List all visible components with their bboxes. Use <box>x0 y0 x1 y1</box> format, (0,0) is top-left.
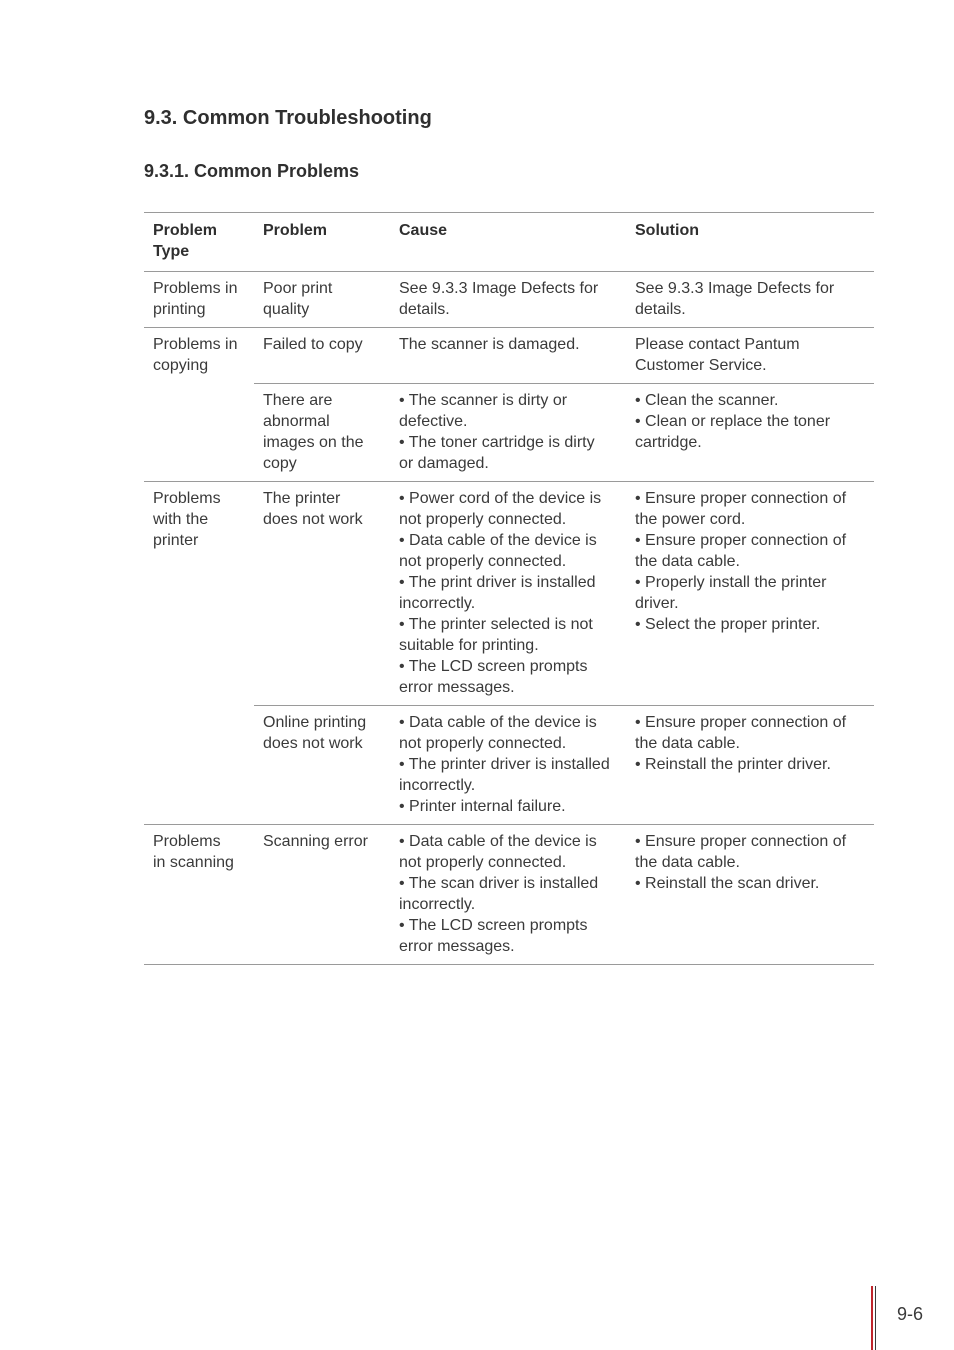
table-row <box>144 706 874 825</box>
cause-cell: • The scanner is dirty or defective. • The toner cartridge is dirty or damaged. <box>390 384 626 482</box>
header-problem-type: Problem Type <box>144 213 254 272</box>
problem-type-cell: Problems in scanning <box>144 825 254 965</box>
problem-cell: Online printing does not work <box>254 706 390 825</box>
problem-cell: Scanning error <box>254 825 390 965</box>
solution-cell: • Ensure proper connection of the data cable. • Reinstall the scan driver. <box>626 825 874 965</box>
solution-cell: • Clean the scanner. • Clean or replace the toner cartridge. <box>626 384 874 482</box>
problem-cell: There are abnormal images on the copy <box>254 384 390 482</box>
problem-type-cell: Problems with the printer <box>144 482 254 825</box>
cause-cell: See 9.3.3 Image Defects for details. <box>390 272 626 328</box>
solution-cell: • Ensure proper connection of the data cable. • Reinstall the printer driver. <box>626 706 874 825</box>
table-row <box>144 328 874 384</box>
header-cause: Cause <box>390 213 626 272</box>
table-row <box>144 482 874 706</box>
problem-type-cell: Problems in printing <box>144 272 254 328</box>
table-header <box>144 213 874 272</box>
footer-accent-rule <box>871 1286 873 1350</box>
troubleshooting-table <box>144 212 874 965</box>
cause-cell: The scanner is damaged. <box>390 328 626 384</box>
header-solution: Solution <box>626 213 874 272</box>
footer-dark-rule <box>875 1286 876 1350</box>
cause-cell: • Data cable of the device is not properly connected. • The printer driver is installed incorrectly. • Printer internal failure. <box>390 706 626 825</box>
problem-cell: Failed to copy <box>254 328 390 384</box>
table-row <box>144 825 874 965</box>
cause-cell: • Data cable of the device is not properly connected. • The scan driver is installed incorrectly. • The LCD screen prompts error messages. <box>390 825 626 965</box>
solution-cell: • Ensure proper connection of the power cord. • Ensure proper connection of the data cable. • Properly install the printer driver. • Select the proper printer. <box>626 482 874 706</box>
page-number: 9-6 <box>897 1304 924 1324</box>
problem-type-cell: Problems in copying <box>144 328 254 482</box>
header-row <box>144 213 874 272</box>
subsection-title: 9.3.1. Common Problems <box>144 161 360 181</box>
solution-cell: Please contact Pantum Customer Service. <box>626 328 874 384</box>
problem-cell: The printer does not work <box>254 482 390 706</box>
section-title: 9.3. Common Troubleshooting <box>144 107 432 129</box>
problem-cell: Poor print quality <box>254 272 390 328</box>
header-problem: Problem <box>254 213 390 272</box>
solution-cell: See 9.3.3 Image Defects for details. <box>626 272 874 328</box>
table-row <box>144 384 874 482</box>
cause-cell: • Power cord of the device is not properly connected. • Data cable of the device is not properly connected. • The print driver is installed incorrectly. • The printer selected is not suitable for printing. • The LCD screen prompts error messages. <box>390 482 626 706</box>
table-body <box>144 272 874 965</box>
table-row <box>144 272 874 328</box>
